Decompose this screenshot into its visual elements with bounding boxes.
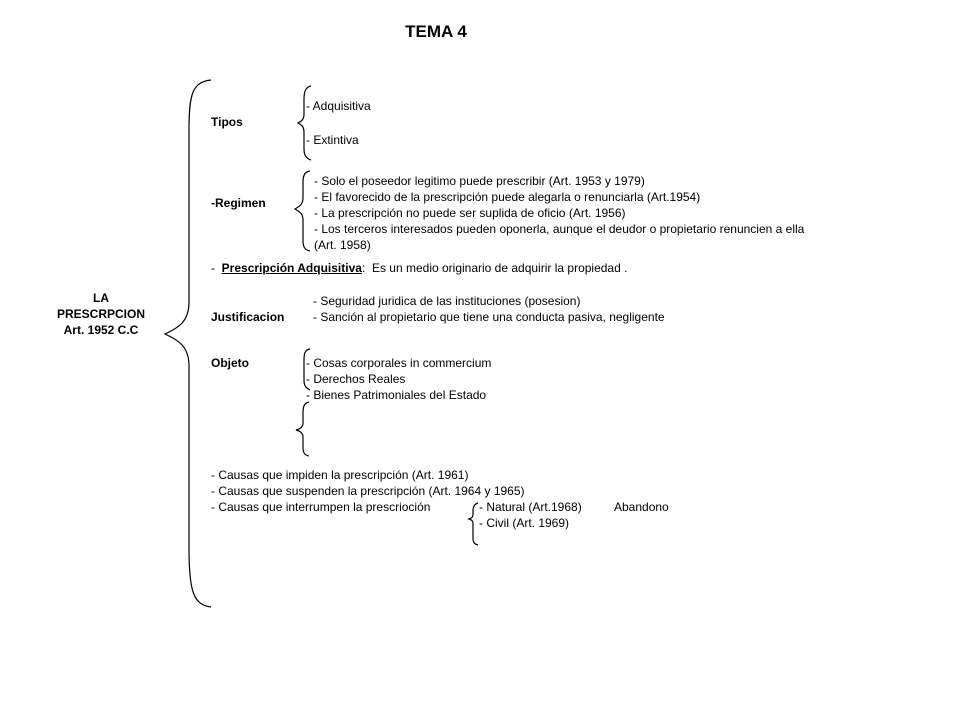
tipos-item-extintiva: - Extintiva	[306, 133, 359, 147]
adquisitiva-term: Prescripción Adquisitiva	[221, 261, 362, 275]
interrupcion-natural: - Natural (Art.1968)	[479, 500, 582, 514]
page-title: TEMA 4	[405, 22, 467, 41]
regimen-brace	[295, 171, 310, 251]
causas-item-1: - Causas que impiden la prescripción (Art. 1961)	[211, 468, 469, 482]
objeto-item-1: - Cosas corporales in commercium	[306, 356, 492, 370]
regimen-item-3: - La prescripción no puede ser suplida de oficio (Art. 1956)	[314, 206, 626, 220]
interrupcion-brace	[469, 503, 478, 545]
interrupcion-abandono: Abandono	[614, 500, 669, 514]
tipos-label: Tipos	[211, 115, 243, 129]
regimen-item-2: - El favorecido de la prescripción puede alegarla o renunciarla (Art.1954)	[314, 190, 701, 204]
main-topic-line-1: LA	[93, 291, 109, 305]
regimen-label: -Regimen	[211, 196, 266, 210]
interrupcion-civil: - Civil (Art. 1969)	[479, 516, 570, 530]
causas-item-2: - Causas que suspenden la prescripción (Art. 1964 y 1965)	[211, 484, 525, 498]
main-brace	[165, 80, 211, 607]
regimen-item-4: - Los terceros interesados pueden oponerla, aunque el deudor o propietario renuncien a ella	[314, 222, 805, 236]
justificacion-item-1: - Seguridad juridica de las instituciones (posesion)	[313, 294, 581, 308]
main-topic-line-3: Art. 1952 C.C	[63, 323, 139, 337]
adquisitiva-colon: :	[361, 261, 366, 275]
adquisitiva-definition	[211, 260, 627, 276]
adquisitiva-text: Es un medio originario de adquirir la propiedad .	[371, 261, 628, 275]
objeto-lower-brace	[296, 402, 309, 456]
regimen-item-1: - Solo el poseedor legitimo puede prescribir (Art. 1953 y 1979)	[314, 174, 645, 188]
objeto-item-2: - Derechos Reales	[306, 372, 406, 386]
objeto-label: Objeto	[211, 356, 249, 370]
tipos-item-adquisitiva: - Adquisitiva	[306, 99, 371, 113]
objeto-item-3: - Bienes Patrimoniales del Estado	[306, 388, 487, 402]
adquisitiva-dash: -	[211, 261, 215, 275]
regimen-item-4-cont: (Art. 1958)	[314, 238, 371, 252]
justificacion-label: Justificacion	[211, 310, 285, 324]
causas-item-3: - Causas que interrumpen la prescrioción	[211, 500, 431, 514]
justificacion-item-2: - Sanción al propietario que tiene una conducta pasiva, negligente	[313, 310, 665, 324]
main-topic-line-2: PRESCRPCION	[56, 307, 145, 321]
